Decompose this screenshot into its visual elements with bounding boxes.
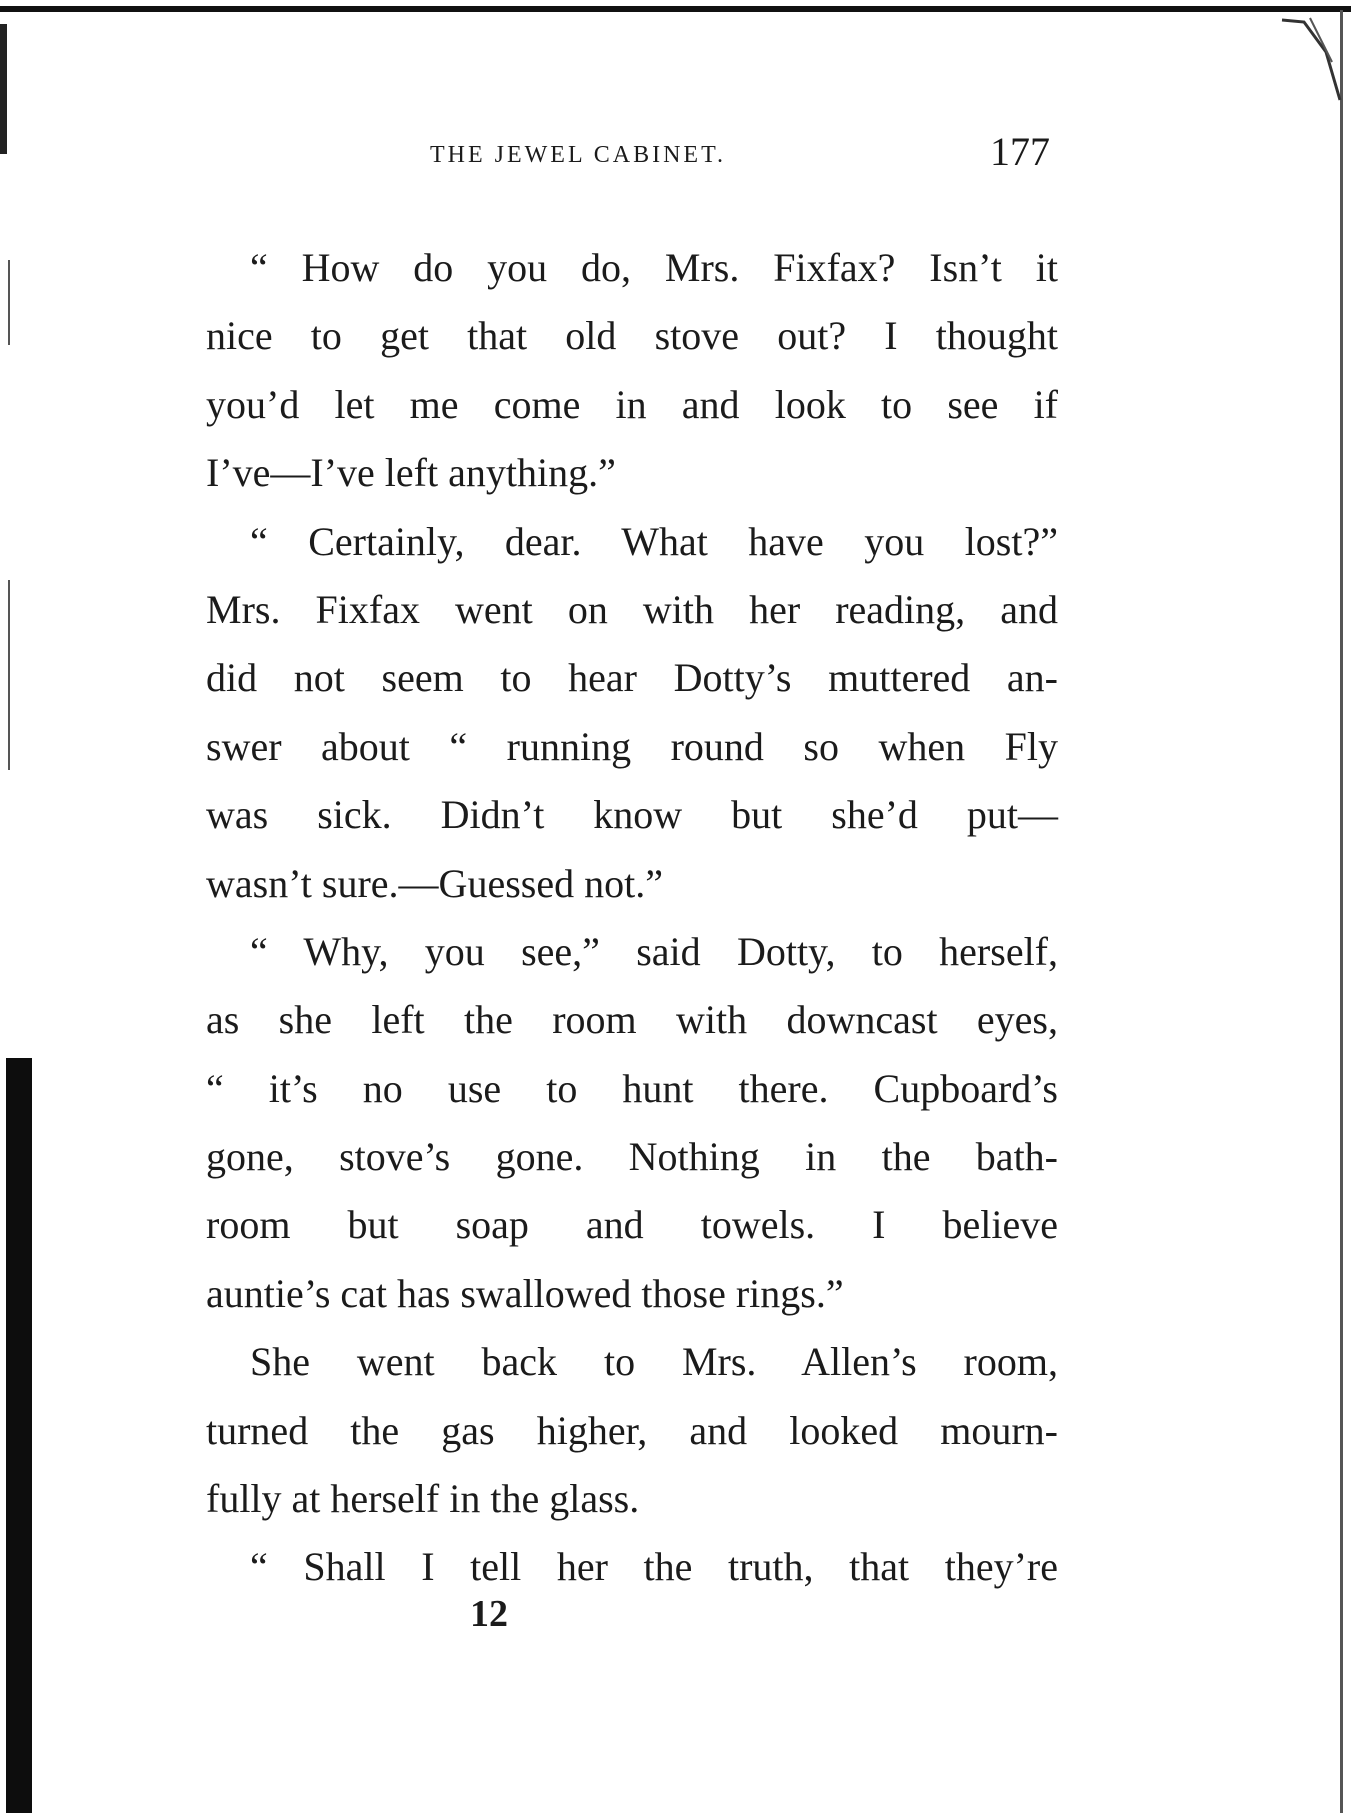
text-line: as she left the room with downcast eyes, (206, 997, 1058, 1043)
text-line: room but soap and towels. I believe (206, 1202, 1058, 1248)
page-number: 177 (990, 129, 1050, 174)
scan-left-edge-top (0, 24, 7, 154)
text-line: She went back to Mrs. Allen’s room, (250, 1339, 1058, 1385)
text-line: nice to get that old stove out? I thought (206, 313, 1058, 359)
signature-mark: 12 (470, 1593, 508, 1635)
scan-left-edge-bar (6, 1058, 32, 1813)
text-line: I’ve—I’ve left anything.” (206, 450, 616, 496)
text-line: “ Certainly, dear. What have you lost?” (250, 518, 1058, 564)
body-text (206, 234, 1058, 1602)
text-line: “ How do you do, Mrs. Fixfax? Isn’t it (250, 245, 1058, 290)
text-line: fully at herself in the glass. (206, 1476, 640, 1522)
text-line: swer about “ running round so when Fly (206, 723, 1058, 769)
page-curl-mark (1280, 12, 1350, 102)
text-line: auntie’s cat has swallowed those rings.” (206, 1270, 844, 1316)
text-line: “ Shall I tell her the truth, that they’re (250, 1544, 1058, 1590)
text-line: “ Why, you see,” said Dotty, to herself, (250, 928, 1058, 974)
running-header (430, 128, 1050, 178)
text-line: did not seem to hear Dotty’s muttered an- (206, 655, 1058, 701)
scan-right-edge (1340, 10, 1343, 1813)
text-line: “ it’s no use to hunt there. Cupboard’s (206, 1065, 1058, 1111)
scan-top-edge (0, 6, 1351, 12)
text-line: gone, stove’s gone. Nothing in the bath- (206, 1134, 1058, 1180)
running-title: THE JEWEL CABINET. (430, 142, 726, 168)
text-line: turned the gas higher, and looked mourn- (206, 1407, 1058, 1453)
text-line: wasn’t sure.—Guessed not.” (206, 860, 663, 906)
scan-left-mark (8, 260, 10, 345)
text-line: Mrs. Fixfax went on with her reading, and (206, 586, 1058, 632)
scan-left-mark (8, 580, 10, 770)
text-line: was sick. Didn’t know but she’d put— (206, 792, 1058, 838)
text-line: you’d let me come in and look to see if (206, 381, 1058, 427)
